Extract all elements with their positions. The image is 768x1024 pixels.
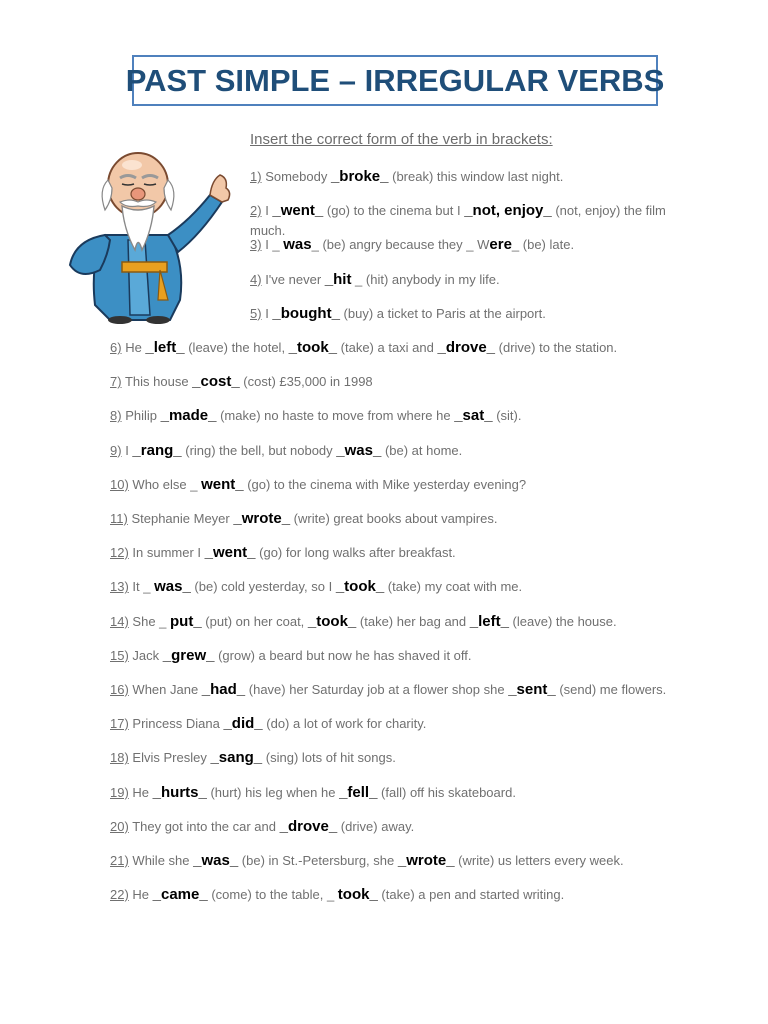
item-text: (put) on her coat, xyxy=(201,613,308,629)
item-text: In summer I xyxy=(132,545,205,561)
exercise-item xyxy=(110,715,426,733)
item-text: Stephanie Meyer xyxy=(131,511,234,526)
item-text: (cost) £35,000 in 1998 xyxy=(239,374,373,390)
exercise-item-continuation: much. xyxy=(250,223,286,239)
item-text: (make) no haste to move from where he xyxy=(216,408,455,424)
item-text: (leave) the house. xyxy=(508,613,617,629)
exercise-item xyxy=(110,339,617,357)
page-title: PAST SIMPLE – IRREGULAR VERBS xyxy=(125,62,665,98)
item-text: (grow) a beard but now he has shaved it off. xyxy=(214,647,472,663)
item-text: Somebody xyxy=(265,169,331,184)
exercise-item xyxy=(250,271,500,289)
item-number: 9) xyxy=(110,442,122,458)
answer-text: was_ xyxy=(154,578,191,596)
item-number: 10) xyxy=(110,476,129,492)
item-text: (come) to the table, _ xyxy=(207,887,338,903)
answer-text: _went_ xyxy=(204,544,256,562)
item-text: She _ xyxy=(132,613,171,629)
answer-text: _not, enjoy_ xyxy=(464,202,552,220)
item-number: 2) xyxy=(250,203,262,219)
item-text: (be) cold yesterday, so I xyxy=(190,579,336,595)
item-text: (write) us letters every week. xyxy=(454,853,624,868)
item-text: _ (be) angry because they _ W xyxy=(311,237,490,253)
item-number: 5) xyxy=(250,305,262,321)
item-number: 3) xyxy=(250,237,262,253)
answer-text: _had_ xyxy=(201,681,246,698)
exercise-item xyxy=(110,784,516,802)
item-text: (drive) to the station. xyxy=(495,340,618,355)
item-text: (take) a taxi and xyxy=(337,340,438,355)
answer-text: _drove_ xyxy=(437,339,496,356)
item-number: 13) xyxy=(110,579,129,595)
item-text: (take) her bag and xyxy=(356,613,470,629)
item-text: He xyxy=(132,784,153,800)
item-text: (go) to the cinema with Mike yesterday evening? xyxy=(243,476,527,492)
item-number: 21) xyxy=(110,853,129,868)
answer-text: _broke_ xyxy=(330,168,389,185)
answer-text: _took_ xyxy=(288,339,338,356)
item-text: While she xyxy=(132,853,194,868)
item-number: 22) xyxy=(110,887,129,903)
item-text: (sing) lots of hit songs. xyxy=(262,750,396,766)
answer-text: _came_ xyxy=(152,886,208,904)
item-text: I _ xyxy=(265,237,284,253)
item-text: (buy) a ticket to Paris at the airport. xyxy=(339,305,546,321)
item-text: Elvis Presley xyxy=(132,750,211,766)
answer-text: _did_ xyxy=(223,715,263,733)
answer-text: _fell_ xyxy=(339,783,378,801)
answer-text: _took_ xyxy=(307,612,357,630)
exercise-item xyxy=(110,578,522,596)
item-text: (not, enjoy) the film xyxy=(551,203,666,219)
item-text: It _ xyxy=(132,579,155,595)
item-number: 8) xyxy=(110,408,122,424)
item-number: 20) xyxy=(110,818,129,834)
item-text: _ (hit) anybody in my life. xyxy=(351,271,500,287)
item-number: 6) xyxy=(110,340,122,355)
item-text: (have) her Saturday job at a flower shop she xyxy=(245,682,509,697)
item-text: (send) me flowers. xyxy=(555,682,667,697)
answer-text: took_ xyxy=(337,886,378,904)
item-number: 15) xyxy=(110,647,129,663)
item-number: 4) xyxy=(250,271,262,287)
item-text: Who else _ xyxy=(132,476,202,492)
answer-text: _took_ xyxy=(335,578,385,596)
title-box xyxy=(125,55,665,106)
item-text: He xyxy=(132,887,153,903)
item-text: Princess Diana xyxy=(132,716,224,732)
answer-text: was xyxy=(283,236,312,254)
item-number: 16) xyxy=(110,682,129,697)
item-text: I've never xyxy=(265,271,325,287)
item-text: (take) my coat with me. xyxy=(384,579,523,595)
item-number: 19) xyxy=(110,784,129,800)
exercise-item xyxy=(110,647,472,665)
item-text: This house xyxy=(124,374,193,390)
item-text: (be) in St.-Petersburg, she xyxy=(238,853,398,868)
item-number: 17) xyxy=(110,716,129,732)
item-text: (break) this window last night. xyxy=(388,169,564,184)
item-text: I xyxy=(265,203,273,219)
answer-text: _left_ xyxy=(145,339,185,356)
item-number: 1) xyxy=(250,169,262,184)
item-text: (do) a lot of work for charity. xyxy=(262,716,427,732)
answer-text: went_ xyxy=(201,475,244,493)
item-text: (take) a pen and started writing. xyxy=(377,887,565,903)
answer-text: put_ xyxy=(170,612,202,630)
item-text: Jack xyxy=(132,647,163,663)
instruction-text: Insert the correct form of the verb in brackets: xyxy=(250,131,553,148)
answer-text: _hurts_ xyxy=(152,783,207,801)
item-text: (be) at home. xyxy=(381,442,463,458)
exercise-item xyxy=(110,544,456,562)
answer-text: _left_ xyxy=(469,612,509,630)
exercise-item xyxy=(250,202,666,220)
item-number: 18) xyxy=(110,750,129,766)
item-text: He xyxy=(125,340,146,355)
answer-text: _hit xyxy=(324,270,352,288)
item-text: When Jane xyxy=(132,682,202,697)
item-number: 14) xyxy=(110,613,129,629)
answer-text: _sat_ xyxy=(454,407,493,425)
item-number: 7) xyxy=(110,374,122,390)
answer-text: _sent_ xyxy=(508,681,556,698)
item-text: (hurt) his leg when he xyxy=(206,784,340,800)
answer-text: _bought_ xyxy=(272,304,340,322)
item-text: Philip xyxy=(125,408,161,424)
item-number: 11) xyxy=(110,511,128,526)
item-text: I xyxy=(265,305,273,321)
item-text: _ (be) late. xyxy=(511,237,575,253)
answer-text: ere xyxy=(489,236,512,254)
old-sage-illustration xyxy=(50,140,235,325)
exercise-item xyxy=(110,373,373,391)
exercise-item xyxy=(110,407,521,425)
exercise-item xyxy=(110,476,526,494)
item-text: (drive) away. xyxy=(337,818,415,834)
answer-text: _wrote_ xyxy=(233,510,291,527)
exercise-item xyxy=(110,681,666,699)
item-text: (write) great books about vampires. xyxy=(290,511,498,526)
item-text: (go) for long walks after breakfast. xyxy=(255,545,456,561)
exercise-item xyxy=(110,852,624,870)
answer-text: _rang_ xyxy=(132,441,182,459)
exercise-item xyxy=(110,749,396,767)
exercise-item xyxy=(250,236,574,254)
answer-text: _drove_ xyxy=(279,817,338,835)
item-text: (fall) off his skateboard. xyxy=(377,784,516,800)
answer-text: _wrote_ xyxy=(397,852,455,869)
exercise-item xyxy=(110,886,564,904)
answer-text: _sang_ xyxy=(210,749,263,767)
exercise-item xyxy=(110,613,617,631)
item-text: (leave) the hotel, xyxy=(184,340,289,355)
exercise-item xyxy=(110,818,414,836)
answer-text: _made_ xyxy=(160,407,217,425)
exercise-item xyxy=(250,305,546,323)
answer-text: _was_ xyxy=(336,441,382,459)
answer-text: _cost_ xyxy=(192,373,240,391)
item-text: (sit). xyxy=(492,408,522,424)
exercise-item xyxy=(110,442,462,460)
answer-text: _was_ xyxy=(193,852,239,869)
item-text: (go) to the cinema but I xyxy=(323,203,465,219)
item-text: (ring) the bell, but nobody xyxy=(181,442,337,458)
exercise-item xyxy=(250,168,563,186)
answer-text: _went_ xyxy=(272,202,324,220)
exercise-item xyxy=(110,510,497,528)
item-number: 12) xyxy=(110,545,129,561)
item-text: I xyxy=(125,442,133,458)
answer-text: _grew_ xyxy=(162,646,215,664)
item-text: They got into the car and xyxy=(132,818,280,834)
